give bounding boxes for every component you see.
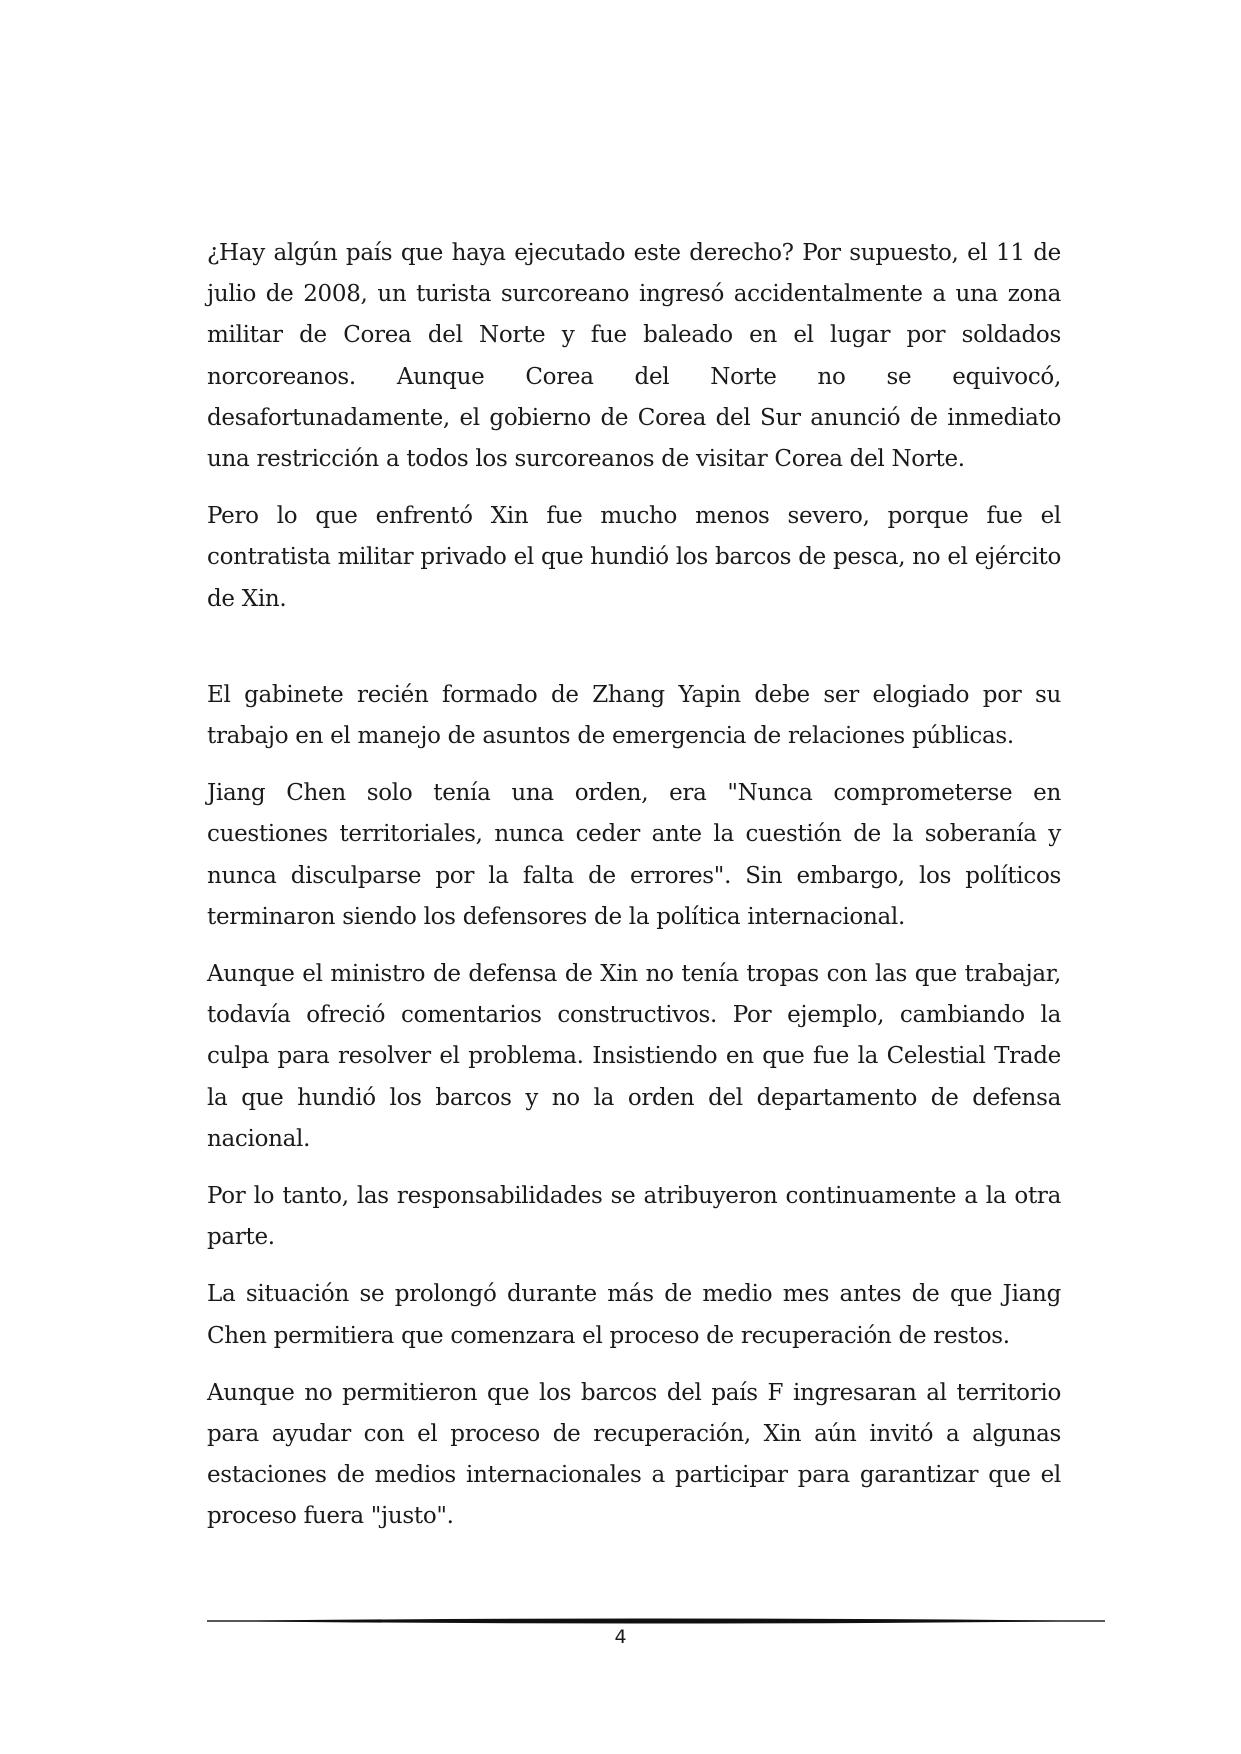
page-number: 4 (614, 1626, 627, 1648)
paragraph-8: Aunque no permitieron que los barcos del país F ingresaran al territorio para ayudar con el proceso de recuperación, Xin aún invitó a algunas estaciones de medios internacionales a participar para garantizar que el proceso fuera "justo". (207, 1379, 1061, 1530)
paragraph-3: El gabinete recién formado de Zhang Yapin debe ser elogiado por su trabajo en el manejo de asuntos de emergencia de relaciones públicas. (207, 681, 1061, 750)
paragraph-2: Pero lo que enfrentó Xin fue mucho menos severo, porque fue el contratista militar privado el que hundió los barcos de pesca, no el ejército de Xin. (207, 503, 1061, 612)
paragraph-1: ¿Hay algún país que haya ejecutado este derecho? Por supuesto, el 11 de julio de 2008, un turista surcoreano ingresó accidentalmente a una zona militar de Corea del Norte y fue baleado en el lugar por soldados norcoreanos. Aunque Corea del Norte no se equivocó, desafortunadamente, el gobierno de Corea del Sur anunció de inmediato una restricción a todos los surcoreanos de visitar Corea del Norte. (207, 240, 1061, 473)
paragraph-5: Aunque el ministro de defensa de Xin no tenía tropas con las que trabajar, todavía ofreció comentarios constructivos. Por ejemplo, cambiando la culpa para resolver el problema. Insistiendo en que fue la Celestial Trade la que hundió los barcos y no la orden del departamento de defensa nacional. (207, 961, 1061, 1152)
paragraph-4: Jiang Chen solo tenía una orden, era "Nunca comprometerse en cuestiones territoriales, nunca ceder ante la cuestión de la soberanía y nunca disculparse por la falta de errores". Sin embargo, los políticos terminaron siendo los defensores de la política internacional. (207, 780, 1061, 930)
paragraph-6: Por lo tanto, las responsabilidades se atribuyeron continuamente a la otra parte. (207, 1183, 1061, 1251)
body-text (207, 233, 1061, 1554)
paragraph-7: La situación se prolongó durante más de medio mes antes de que Jiang Chen permitiera que comenzara el proceso de recuperación de restos. (207, 1281, 1061, 1349)
